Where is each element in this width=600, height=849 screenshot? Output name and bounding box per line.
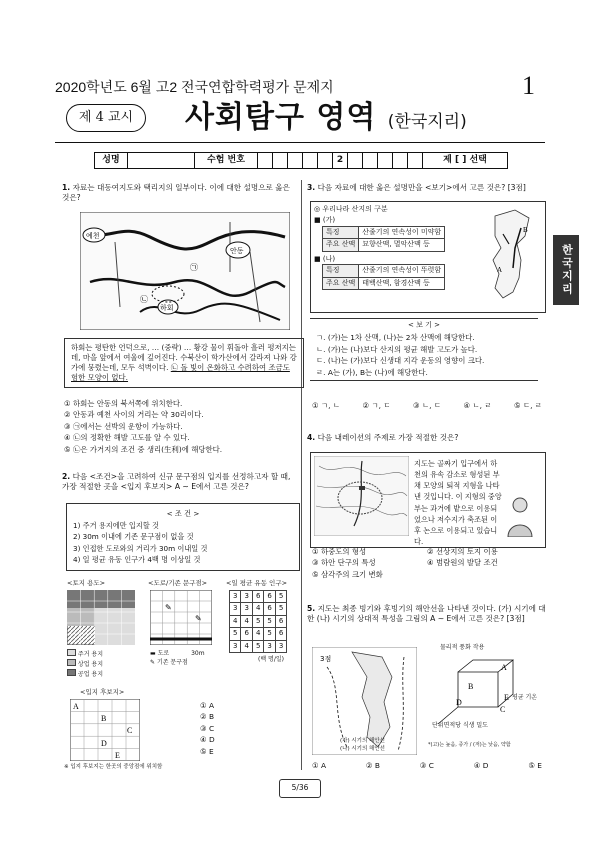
- exam-no-digit: 2: [333, 153, 348, 168]
- svg-text:D: D: [101, 739, 107, 748]
- exam-no-cell[interactable]: [318, 153, 333, 168]
- q1-passage: 하회는 평탄한 언덕으로, … (중략) … 황강 물이 휘돌아 흘러 평저지는데, 마을 앞에서 여울에 깊어진다. 수북산이 학가산에서 갈라져 나와 강가에 뭉렸는데, 모두 석벽이다.: [71, 343, 297, 372]
- exam-no-cell[interactable]: [393, 153, 408, 168]
- q5-cube-note: *(고)는 높음, 증가 / (저)는 낮음, 약함: [428, 742, 511, 748]
- name-field[interactable]: [128, 153, 195, 168]
- header-rule: [55, 142, 545, 143]
- q2-option-4[interactable]: ④ D: [200, 735, 215, 745]
- svg-text:A: A: [501, 663, 507, 672]
- pop-cell: 6: [275, 615, 286, 627]
- q2-number: 2.: [62, 472, 71, 481]
- pop-cell: 3: [275, 640, 286, 652]
- q4-options: [312, 546, 542, 580]
- legend-commercial: 상업 용지: [77, 661, 104, 668]
- svg-text:예천: 예천: [86, 232, 100, 240]
- q1-options: [64, 398, 296, 455]
- q3-na-k2: 주요 산맥: [323, 277, 359, 289]
- q1-passage-underline: ㉡ 돌 빛이 온화하고 수려하여 조금도 험한 모양이 없다.: [71, 362, 290, 382]
- q4-stem: [307, 433, 547, 443]
- q3-option-3[interactable]: ③ ㄴ, ㄷ: [413, 401, 441, 410]
- q2-pop-unit: (백 명/일): [258, 656, 284, 663]
- pop-cell: 6: [241, 628, 252, 640]
- q2-condition-4: 4) 일 평균 유동 인구가 4백 명 이상일 것: [73, 555, 201, 565]
- q3-option-2[interactable]: ② ㄱ, ㄷ: [362, 401, 391, 410]
- svg-text:✎: ✎: [165, 603, 172, 612]
- exam-no-cell[interactable]: [303, 153, 318, 168]
- q4-option-2[interactable]: ② 선상지의 토지 이용: [427, 547, 498, 556]
- svg-text:E: E: [115, 751, 120, 760]
- exam-no-cell[interactable]: [378, 153, 393, 168]
- exam-no-cell[interactable]: [258, 153, 273, 168]
- pop-cell: 3: [230, 591, 241, 603]
- svg-text:A: A: [73, 702, 79, 711]
- q3-bogi-1: ㄱ. (가)는 1차 산맥, (나)는 2차 산맥에 해당한다.: [316, 333, 475, 343]
- legend-residential: 주거 용지: [77, 651, 104, 658]
- exam-title: 2020학년도 6월 고2 전국연합학력평가 문제지: [55, 79, 334, 95]
- q1-text: 자료는 대동여지도와 택리지의 일부이다. 이에 대한 설명으로 옳은 것은?: [62, 183, 290, 203]
- pop-cell: 3: [230, 603, 241, 615]
- q4-number: 4.: [307, 433, 316, 442]
- q5-option-1[interactable]: ① A: [312, 761, 327, 770]
- svg-text:㉠: ㉠: [190, 263, 198, 272]
- q4-option-4[interactable]: ④ 범람원의 발달 조건: [427, 558, 498, 568]
- q3-option-4[interactable]: ④ ㄴ, ㄹ: [463, 401, 492, 410]
- q3-ga-table: [322, 226, 445, 252]
- subject-side-tab: 한국지리: [553, 235, 579, 305]
- exam-no-cell[interactable]: [288, 153, 303, 168]
- q2-cand-title: <입지 후보지>: [80, 688, 125, 696]
- name-label: 성명: [95, 153, 128, 168]
- svg-text:㉡: ㉡: [140, 295, 148, 304]
- q5-axis-vegetation: 단위면적당 식생 밀도: [432, 722, 488, 729]
- legend-store: 기존 문구점: [156, 659, 188, 666]
- scale-label: 30m: [191, 650, 205, 657]
- info-bar: [94, 152, 508, 169]
- svg-text:D: D: [456, 698, 462, 707]
- svg-text:C: C: [127, 726, 133, 735]
- q3-ga-k2: 주요 산맥: [323, 239, 359, 251]
- q4-option-5[interactable]: ⑤ 삼각주의 크기 변화: [312, 569, 383, 579]
- q4-option-1[interactable]: ① 하중도의 형성: [312, 547, 367, 556]
- q5-options: [312, 760, 542, 771]
- q3-korea-map: [485, 208, 535, 302]
- svg-text:B: B: [101, 714, 107, 723]
- q3-ga-label: ■ (가): [314, 216, 336, 225]
- q4-option-3[interactable]: ③ 하안 단구의 특성: [312, 558, 376, 568]
- svg-text:A: A: [497, 266, 503, 274]
- pop-cell: 4: [252, 603, 263, 615]
- q2-text: 다음 <조건>을 고려하여 신규 문구점의 입지를 선정하고자 할 때, 가장 적절한 곳을 <입지 후보지> A ~ E에서 고른 것은?: [62, 472, 291, 492]
- pop-cell: 3: [264, 640, 275, 652]
- pop-cell: 3: [230, 640, 241, 652]
- pop-cell: 4: [241, 615, 252, 627]
- exam-no-cell[interactable]: [408, 153, 423, 168]
- svg-text:B: B: [468, 682, 474, 691]
- q2-option-1[interactable]: ① A: [200, 701, 215, 710]
- exam-no-cell[interactable]: [348, 153, 363, 168]
- q2-note: ※ 입지 후보지는 한곳의 중앙점에 위치함: [64, 764, 163, 770]
- subject-title: [185, 98, 467, 139]
- page-number: 1: [522, 71, 535, 100]
- q2-candidate-map: [70, 699, 140, 761]
- pop-cell: 5: [264, 615, 275, 627]
- q5-cube-diagram: [428, 652, 536, 732]
- pop-cell: 6: [275, 628, 286, 640]
- q5-option-3[interactable]: ③ C: [419, 761, 434, 770]
- column-divider: [301, 180, 302, 770]
- q4-text: 다음 내레이션의 주제로 가장 적절한 것은?: [317, 433, 459, 442]
- q3-bogi-box: [310, 318, 538, 381]
- choice-label: 제 [ ] 선택: [443, 155, 487, 166]
- svg-text:B: B: [523, 226, 528, 234]
- q1-option-4[interactable]: ④ ㉡의 정확한 해발 고도를 알 수 있다.: [64, 433, 190, 443]
- q2-conditions-box: [66, 503, 300, 571]
- q2-legend: [67, 649, 103, 679]
- q2-option-5[interactable]: ⑤ E: [200, 746, 214, 756]
- q3-na-k1: 특징: [323, 265, 359, 277]
- subject-sub: (한국지리): [387, 112, 467, 132]
- q5-map-legend: [340, 738, 385, 753]
- q5-axis-temp: 평균 기온: [512, 694, 538, 701]
- svg-text:3점: 3점: [320, 655, 332, 663]
- q4-narration: 지도는 골짜기 입구에서 하천의 유속 감소로 형성된 부채 모양의 퇴적 지형을 나타낸 것입니다. 이 지형의 중앙부는 과거에 밭으로 이용되었으나 저수지가 축조된 이후 논으로 이용되고 있습니다.: [414, 459, 502, 547]
- legend-industrial: 공업 용지: [77, 671, 104, 678]
- q5-stem: [307, 604, 547, 625]
- q1-number: 1.: [62, 183, 71, 192]
- pop-cell: 3: [241, 603, 252, 615]
- q3-option-1[interactable]: ① ㄱ, ㄴ: [312, 401, 340, 410]
- svg-text:하회: 하회: [160, 304, 174, 312]
- q2-pop-grid: [229, 590, 287, 653]
- q3-text: 다음 자료에 대한 옳은 설명만을 <보기>에서 고른 것은? [3점]: [317, 183, 526, 192]
- svg-text:안동: 안동: [230, 247, 244, 255]
- q2-conditions-title: < 조 건 >: [166, 509, 200, 518]
- pop-cell: 6: [264, 603, 275, 615]
- q2-landuse-title: <토지 용도>: [67, 579, 106, 587]
- exam-no-label: 수험 번호: [195, 153, 258, 168]
- svg-text:C: C: [500, 705, 506, 714]
- q2-road-title: <도로/기존 문구점>: [148, 579, 208, 587]
- q3-option-5[interactable]: ⑤ ㄷ, ㄹ: [514, 401, 542, 410]
- pop-cell: 6: [264, 591, 275, 603]
- q5-option-2[interactable]: ② B: [365, 761, 380, 770]
- q1-option-1[interactable]: ① 하회는 안동의 북서쪽에 위치한다.: [64, 399, 183, 408]
- narrator-icon: [504, 495, 536, 537]
- q5-text: 지도는 최종 빙기와 후빙기의 해안선을 나타낸 것이다. (가) 시기에 대한 (나) 시기의 상대적 특성을 그림의 A ~ E에서 고른 것은? [3점]: [307, 604, 546, 624]
- q1-old-map: [80, 212, 290, 330]
- q3-na-label: ■ (나): [314, 254, 336, 263]
- q3-number: 3.: [307, 183, 316, 192]
- q3-bogi-title: < 보 기 >: [310, 318, 538, 330]
- svg-text:✎: ✎: [195, 614, 202, 623]
- q3-ga-v1: 산줄기의 연속성이 미약함: [359, 226, 445, 238]
- q3-ga-k1: 특징: [323, 226, 359, 238]
- legend-ga-line: (가) 시기의 해안선: [340, 738, 385, 744]
- exam-no-cell[interactable]: [363, 153, 378, 168]
- pop-cell: 5: [264, 628, 275, 640]
- q3-bogi-2: ㄴ. (가)는 (나)보다 산지의 평균 해발 고도가 높다.: [316, 344, 478, 354]
- q3-na-v1: 산줄기의 연속성이 뚜렷함: [359, 265, 445, 277]
- q3-na-table: [322, 264, 445, 290]
- pop-cell: 4: [230, 615, 241, 627]
- q2-legend-2: ▬ 도로 30m ✎ 기존 문구점: [150, 650, 205, 666]
- pop-cell: 4: [252, 628, 263, 640]
- q2-condition-2: 2) 30m 이내에 기존 문구점이 없을 것: [73, 532, 194, 542]
- q3-heading: ◎ 우리나라 산지의 구분: [314, 205, 388, 213]
- q5-number: 5.: [307, 604, 316, 613]
- q3-bogi-3: ㄷ. (나)는 (가)보다 신생대 지각 운동의 영향이 크다.: [316, 356, 485, 366]
- q2-condition-3: 3) 인접한 도로와의 거리가 30m 이내일 것: [73, 543, 208, 553]
- q5-axis-weathering: 물리적 풍화 작용: [440, 644, 485, 651]
- pop-cell: 3: [241, 591, 252, 603]
- pop-cell: 5: [275, 591, 286, 603]
- q2-option-2[interactable]: ② B: [200, 712, 215, 722]
- pop-cell: 5: [230, 628, 241, 640]
- pop-cell: 5: [252, 640, 263, 652]
- subject-main: 사회탐구 영역: [185, 100, 377, 135]
- q1-option-5[interactable]: ⑤ ㉡은 가거지의 조건 중 생리(生利)에 해당한다.: [64, 444, 223, 454]
- q1-option-2[interactable]: ② 안동과 예천 사이의 거리는 약 30리이다.: [64, 410, 204, 420]
- legend-road: 도로: [157, 650, 170, 657]
- svg-text:E: E: [504, 693, 509, 702]
- q2-pop-title: <일 평균 유동 인구>: [226, 579, 288, 587]
- q2-option-3[interactable]: ③ C: [200, 723, 215, 733]
- q1-option-3[interactable]: ③ ㉠에서는 선박의 운항이 가능하다.: [64, 421, 183, 431]
- q3-options: [312, 400, 542, 411]
- q2-road-map: [150, 590, 212, 645]
- page-footer: 5 / 36: [279, 779, 321, 798]
- q2-condition-1: 1) 주거 용지에만 입지할 것: [73, 520, 159, 530]
- footer-total: 36: [298, 783, 309, 793]
- q2-stem: [62, 472, 294, 493]
- legend-na-line: (나) 시기의 해안선: [340, 745, 385, 752]
- q2-options: [200, 700, 215, 757]
- footer-page: 5: [291, 783, 297, 793]
- q1-passage-box: [64, 338, 304, 388]
- pop-cell: 6: [252, 591, 263, 603]
- q1-stem: [62, 183, 294, 204]
- session-badge: 제 4 교시: [66, 104, 146, 132]
- pop-cell: 4: [241, 640, 252, 652]
- q3-ga-v2: 묘향산맥, 멸악산맥 등: [359, 239, 445, 251]
- q3-bogi-4: ㄹ. A는 (가), B는 (나)에 해당한다.: [316, 367, 428, 377]
- q5-option-5[interactable]: ⑤ E: [528, 761, 542, 770]
- q5-option-4[interactable]: ④ D: [473, 761, 489, 770]
- exam-no-cell[interactable]: [273, 153, 288, 168]
- q4-topo-map: [314, 456, 409, 536]
- pop-cell: 5: [252, 615, 263, 627]
- pop-cell: 5: [275, 603, 286, 615]
- q2-landuse-map: [67, 590, 135, 645]
- q3-na-v2: 태백산맥, 함경산맥 등: [359, 277, 445, 289]
- q3-bogi-list: [310, 330, 538, 380]
- q3-stem: [307, 183, 547, 193]
